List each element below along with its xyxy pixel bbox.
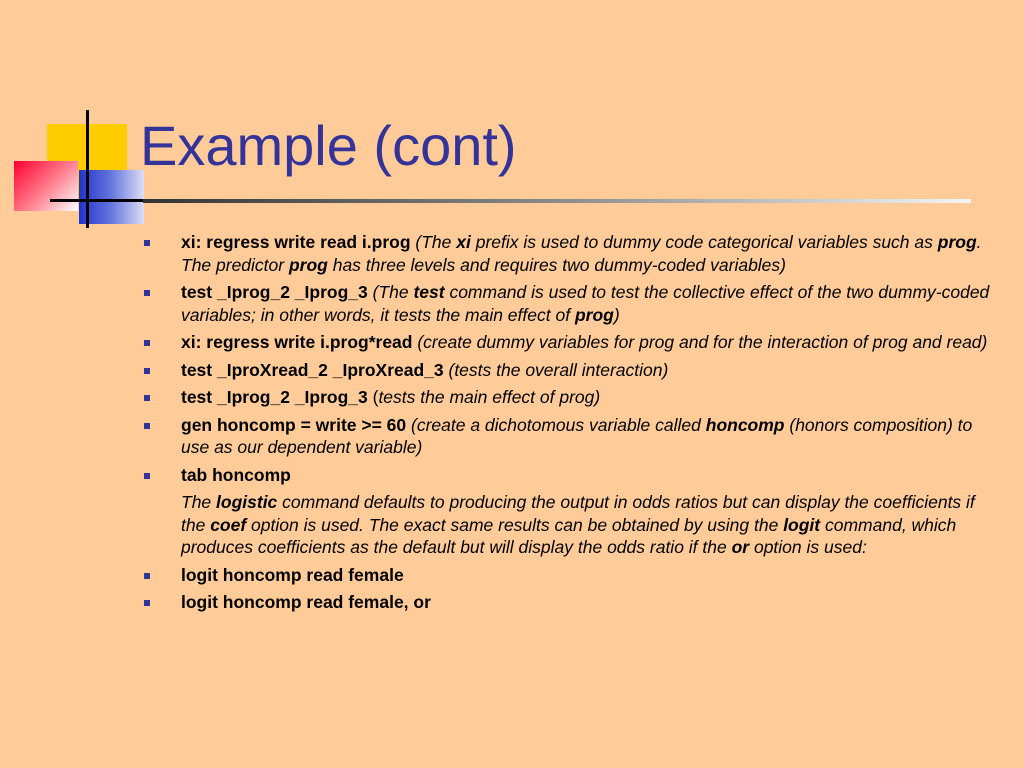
square-bullet-icon — [144, 473, 150, 479]
comment-text: (The — [410, 232, 457, 252]
comment-text: ) — [613, 304, 620, 325]
comment-text: command is used to test the collective effect of the two dummy-coded variables; in other words, it tests the main effect of — [181, 282, 990, 325]
stata-command: tab honcomp — [181, 464, 291, 485]
square-bullet-icon — [144, 395, 150, 401]
bullet-item-gen-honcomp — [142, 414, 1000, 459]
note-text: option is used: — [749, 537, 867, 557]
stata-command: logit honcomp read female, or — [181, 592, 431, 612]
emphasis-term: prog — [937, 232, 977, 252]
stata-command: test _Iprog_2 _Iprog_3 — [181, 282, 368, 302]
square-bullet-icon — [144, 368, 150, 374]
stata-command: logit honcomp read female — [181, 564, 404, 585]
emphasis-term: coef — [210, 514, 247, 535]
title-underline-rule — [143, 199, 971, 203]
comment-text: (honors composition) to use as our dependent variable) — [181, 414, 973, 457]
emphasis-term: honcomp — [705, 414, 785, 435]
note-text: The — [181, 492, 217, 512]
square-bullet-icon — [144, 423, 150, 429]
bullet-item-logit — [142, 564, 1000, 587]
stata-command: gen honcomp = write >= 60 — [181, 414, 407, 435]
comment-text: . The predictor — [181, 232, 982, 275]
emphasis-term: xi — [456, 232, 471, 252]
stata-command: xi: regress write read i.prog — [181, 232, 411, 252]
comment-text: (create dummy variables for prog and for the interaction of prog and read) — [412, 332, 988, 352]
bullet-item-xi-interaction — [142, 331, 1000, 354]
square-bullet-icon — [144, 600, 150, 606]
decor-red-square — [14, 161, 78, 211]
stata-command: test _IproXread_2 _IproXread_3 — [181, 359, 444, 380]
bullet-item-test-iprog — [142, 281, 1000, 326]
square-bullet-icon — [144, 573, 150, 579]
decor-horizontal-line — [50, 199, 144, 202]
comment-text: (tests the overall interaction) — [443, 359, 669, 380]
comment-text: (create a dichotomous variable called — [406, 414, 706, 435]
note-text: option is used. The exact same results can be obtained by using the — [246, 514, 784, 535]
square-bullet-icon — [144, 290, 150, 296]
emphasis-term: test — [413, 282, 445, 302]
stata-command: xi: regress write i.prog*read — [181, 332, 413, 352]
comment-text: (The — [367, 282, 414, 302]
decor-vertical-line — [86, 110, 89, 228]
comment-text: ( — [367, 387, 379, 407]
comment-text: prefix is used to dummy code categorical variables such as — [470, 232, 938, 252]
logistic-note-paragraph — [142, 491, 1000, 559]
bullet-item-logit-or — [142, 591, 1000, 614]
bullet-list — [142, 231, 1000, 619]
stata-command: test _Iprog_2 _Iprog_3 — [181, 387, 368, 407]
emphasis-term: prog — [288, 254, 328, 275]
emphasis-term: logit — [783, 514, 821, 535]
emphasis-term: logistic — [216, 492, 278, 512]
bullet-item-xi-regress — [142, 231, 1000, 276]
emphasis-term: or — [731, 537, 750, 557]
square-bullet-icon — [144, 340, 150, 346]
emphasis-term: prog — [574, 304, 614, 325]
bullet-item-test-iproxread — [142, 359, 1000, 382]
slide-title: Example (cont) — [140, 114, 517, 177]
square-bullet-icon — [144, 240, 150, 246]
bullet-item-test-main-effect — [142, 386, 1000, 409]
comment-text: tests the main effect of prog) — [378, 387, 601, 407]
bullet-item-tab-honcomp — [142, 464, 1000, 487]
note-text: command, which produces coefficients as the default but will display the odds ratio if the — [181, 514, 957, 557]
note-text: command defaults to producing the output in odds ratios but can display the coefficients if the — [181, 492, 975, 535]
comment-text: has three levels and requires two dummy-coded variables) — [327, 254, 786, 275]
